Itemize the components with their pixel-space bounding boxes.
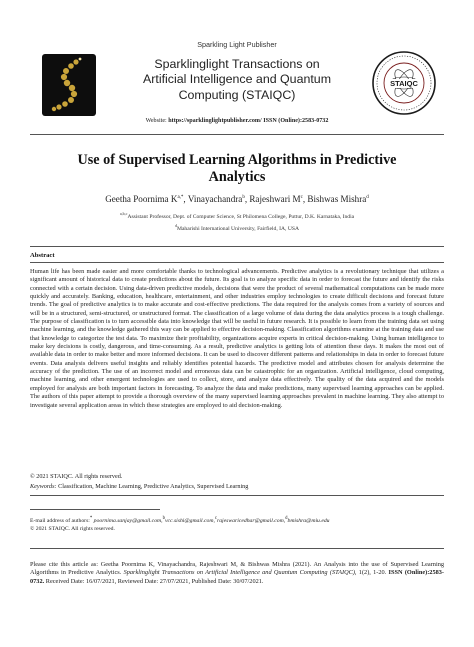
citation-issn: ISSN (Online):2583-0732.: [30, 569, 445, 585]
citation-details: 1(2), 1-20.: [358, 569, 387, 577]
citation-dates: Received Date: 16/07/2021, Reviewed Date: 27/07/2021, Published Date: 30/07/2021.: [45, 577, 264, 585]
author-name: Rajeshwari M: [249, 194, 301, 204]
citation-journal: Sparklinglight Transactions on Artificial Intelligence and Quantum Computing (STAIQC),: [123, 569, 357, 577]
seal-text: STAIQC: [390, 79, 418, 88]
journal-title: [108, 57, 366, 103]
author-list: Geetha Poornima $K^{a,*}$, Vinayachandra$^b$, Rajeshwari $M^c$, Bishwas Mishra$^d$: [105, 194, 369, 204]
email-sup: d: [285, 516, 288, 521]
affiliation-2-sup: d: [174, 223, 177, 228]
citation-block: [30, 561, 444, 586]
paper-title-line2: Analytics: [208, 169, 266, 185]
abstract-divider-top: [30, 246, 444, 247]
issn-online: ISSN (Online):2583-0732: [263, 118, 329, 124]
affiliation-2: [0, 223, 474, 232]
email-sup: b: [162, 516, 165, 521]
affiliation-2-text: Maharishi International University, Fairfield, IA, USA: [176, 225, 300, 232]
keywords-divider: [30, 495, 444, 496]
author-emails: E-mail address of authors:* poornima.sanjay@gmail.com,$^b$vcc.sishi@gmail.com,$^c$rajeswaricedhar@gmail.com,$^d$bmishra@miu.edu: [30, 516, 330, 524]
email-author-4[interactable]: bmishra@miu.edu: [287, 517, 330, 524]
keywords-line: [30, 483, 248, 490]
website-label: Website:: [145, 118, 167, 124]
email-author-1[interactable]: poornima.sanjay@gmail.com: [93, 517, 162, 524]
affiliation-1-text: Assistant Professor, Dept. of Computer Science, St Philomena College, Puttur, D.K. Karnataka, India: [127, 213, 355, 220]
footnote-copyright: © 2021 STAIQC. All rights reserved.: [30, 526, 115, 532]
author-sup: a,*: [177, 194, 184, 200]
journal-title-line1: Sparklinglight Transactions on: [154, 57, 320, 71]
website-url[interactable]: https://sparklinglightpublisher.com/: [168, 118, 262, 124]
email-sup: *: [89, 516, 93, 521]
website-line: [0, 118, 474, 124]
header-divider: [30, 134, 444, 135]
keywords-label: Keywords:: [30, 483, 57, 490]
sparkling-light-logo: [38, 52, 100, 120]
citation-prefix: Please cite this article as: Geetha Poornima K, Vinayachandra, Rajeshwari M, & Bishwas Mishra (2021). An Analysis into the use of Supervised Learning Algorithms in Predictive Analytics.: [30, 561, 444, 577]
paper-title: [40, 152, 434, 186]
author-name: Vinayachandra: [187, 194, 243, 204]
author-name: Bishwas Mishra: [307, 194, 367, 204]
paper-title-line1: Use of Supervised Learning Algorithms in Predictive: [77, 152, 397, 168]
copyright-notice: © 2021 STAIQC. All rights reserved.: [30, 473, 123, 480]
email-label: E-mail address of authors:: [30, 517, 90, 524]
journal-title-line3: Computing (STAIQC): [178, 87, 296, 102]
staiqc-seal-logo: [371, 50, 437, 116]
keywords-text: Classification, Machine Learning, Predictive Analytics, Supervised Learning: [58, 483, 249, 490]
author-sup: d: [366, 194, 369, 200]
author-sup: c: [300, 194, 303, 200]
journal-title-line2: Artificial Intelligence and Quantum: [142, 72, 332, 87]
affiliation-1-sup: a,b,c: [119, 211, 128, 216]
citation-divider: [30, 548, 444, 549]
publisher-name: Sparkling Light Publisher: [197, 40, 277, 49]
email-author-2[interactable]: vcc.sishi@gmail.com: [164, 517, 214, 524]
email-sup: c: [214, 516, 217, 521]
author-sup: b: [242, 194, 245, 200]
abstract-heading: Abstract: [30, 252, 55, 259]
affiliation-1: [0, 211, 474, 220]
abstract-text: Human life has been made easier and more comfortable thanks to technological advancements. Predictive analytics is a revolutionary technique that utilizes a significant amount of historical data to create predictions about the future. Its goal is to analyze specific data in order to forecast the future and identify the risks connected with a certain decision. Using data-driven predictive models, decisions that were the product of several mathematical computations can be made more quickly and accurately. Banking, education, healthcare, entertainment, and other industries employ technologies to create difficult decisions and forecast future trends. The goal of predictive analytics is to make accurate and cost-effective predictions. The data required for the analysis comes from a variety of sources and will be in a structured, semi-structured, or unstructured format. The classification of a large volume of data during the data analytics process is a tough challenge. The purpose of classification is to turn accessible data into knowledge that will be useful in future research. It is possible to learn from the training data set using machine learning, and the knowledge gathered this way can be applied to effective decision-making. Classification algorithms examine at the training data and use that knowledge to categorize the test data. To maximize their profitability, organizations acquire experts in critical decision-making. Using human intelligence to make key decisions is costly, dangerous, and time-consuming. As a result, predictive analytics is getting lots of attention these days. It makes the most out of available data in order to make better and more informed decisions. It can be used to discover different patterns and relationships in data in order to forecast future events. Data analysis delivers useful insights and reliably identifies potential hazards. The predictive model and attributes chosen for analysis determine the accuracy of the prediction. The use of an incorrect model and erroneous data can be catastrophic for an organization. Artificial intelligence, cloud computing, machine learning, and other emergent technologies are used to collect, store, and analyze data effectively. The quality of the data acquired and the models employed for analysis are both important factors in forecasting. To analyze the data and make predictions, many supervised learning approaches can be applied. The authors of this paper attempt to provide a thorough overview of the many supervised learning approaches prevalent in machine learning. They also attempt to investigate several application areas in which these strategies are employed to aid decision-making.: [30, 268, 444, 409]
footnote-divider: [30, 509, 160, 510]
abstract-divider: [30, 262, 444, 263]
author-name: Geetha Poornima K: [105, 194, 178, 204]
email-author-3[interactable]: rajeswaricedhar@gmail.com: [217, 517, 284, 524]
